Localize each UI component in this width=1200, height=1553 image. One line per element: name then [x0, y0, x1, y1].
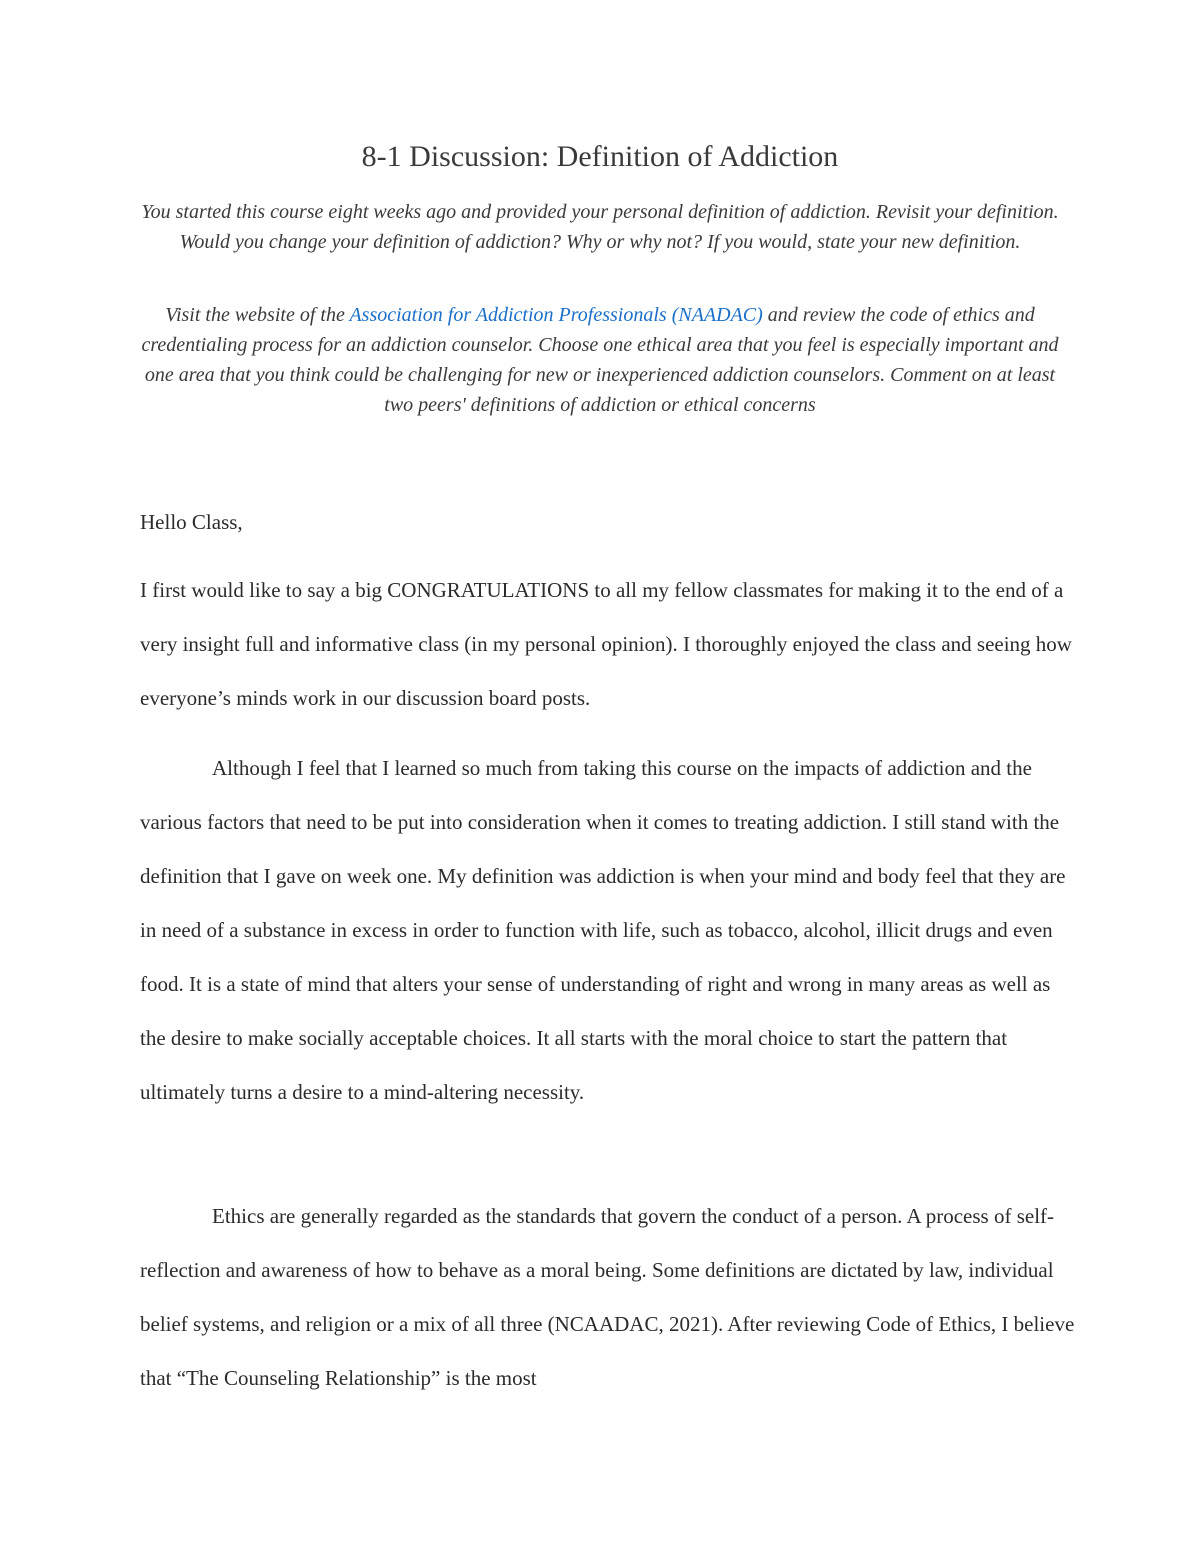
prompt-text-after-link: and review the code of ethics and credentialing process for an addiction counselor. Choose one ethical area that you feel is especially important and one area that you think could be challenging for new or inexperienced addiction counselors. Comment on at least two peers' definitions of addiction or ethical concerns: [141, 304, 1059, 416]
prompt-paragraph-1: You started this course eight weeks ago and provided your personal definition of addiction. Revisit your definition. Would you change your definition of addiction? Why or why not? If you would, state your new definition.: [141, 201, 1059, 253]
body-paragraph-2: Although I feel that I learned so much from taking this course on the impacts of addiction and the various factors that need to be put into consideration when it comes to treating addiction. I still stand with the definition that I gave on week one. My definition was addiction is when your mind and body feel that they are in need of a substance in excess in order to function with life, such as tobacco, alcohol, illicit drugs and even food. It is a state of mind that alters your sense of understanding of right and wrong in many areas as well as the desire to make socially acceptable choices. It all starts with the moral choice to start the pattern that ultimately turns a desire to a mind-altering necessity.: [140, 756, 1066, 1104]
body-paragraph-3: Ethics are generally regarded as the standards that govern the conduct of a person. A process of self-reflection and awareness of how to behave as a moral being. Some definitions are dictated by law, individual belief systems, and religion or a mix of all three (NCAADAC, 2021). After reviewing Code of Ethics, I believe that “The Counseling Relationship” is the most: [140, 1204, 1075, 1390]
greeting: Hello Class,: [140, 510, 243, 534]
prompt-text-before-link: Visit the website of the: [165, 304, 350, 326]
document-title: 8-1 Discussion: Definition of Addiction: [361, 140, 839, 173]
body-paragraph-1: I first would like to say a big CONGRATULATIONS to all my fellow classmates for making it to the end of a very insight full and informative class (in my personal opinion). I thoroughly enjoyed the class and seeing how everyone’s minds work in our discussion board posts.: [140, 578, 1072, 710]
prompt-paragraph-2: [140, 300, 1060, 420]
naadac-link[interactable]: Association for Addiction Professionals (NAADAC): [349, 304, 763, 326]
